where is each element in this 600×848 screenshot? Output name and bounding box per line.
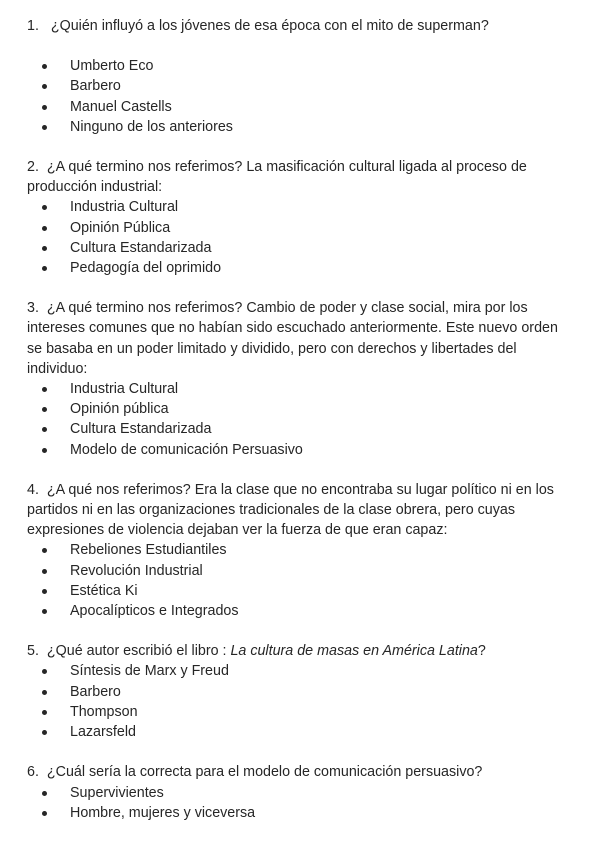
question-3 (27, 298, 576, 460)
option-label: Cultura Estandarizada (70, 239, 212, 256)
option-label: Thompson (70, 703, 138, 720)
question-2-number: 2. (27, 159, 39, 176)
question-6-text: ¿Cuál sería la correcta para el modelo de comunicación persuasivo? (46, 764, 483, 781)
option-label: Pedagogía del oprimido (70, 260, 222, 277)
list-item (27, 117, 576, 137)
question-5-text-after: ? (477, 643, 486, 660)
question-6-prompt (27, 762, 576, 782)
option-label: Apocalípticos e Integrados (70, 603, 239, 620)
question-4 (27, 480, 576, 621)
question-5 (27, 641, 576, 742)
question-6 (27, 762, 576, 823)
option-label: Hombre, mujeres y viceversa (70, 804, 256, 821)
bullet-icon (42, 125, 47, 130)
question-6-options (27, 783, 576, 823)
question-5-number: 5. (27, 643, 39, 660)
bullet-icon (42, 730, 47, 735)
book-title: La cultura de masas en América Latina (230, 643, 478, 660)
option-label: Industria Cultural (70, 199, 179, 216)
option-label: Lazarsfeld (70, 724, 136, 741)
bullet-icon (42, 589, 47, 594)
question-1-text: ¿Quién influyó a los jóvenes de esa época con el mito de superman? (50, 18, 489, 34)
question-3-options (27, 379, 576, 460)
option-label: Estética Ki (70, 582, 138, 599)
option-label: Manuel Castells (70, 98, 172, 115)
list-item (27, 803, 576, 823)
list-item (27, 56, 576, 76)
bullet-icon (42, 266, 47, 271)
option-label: Opinión Pública (70, 219, 171, 236)
option-label: Barbero (70, 78, 121, 95)
bullet-icon (42, 448, 47, 453)
question-3-number: 3. (27, 300, 39, 317)
bullet-icon (42, 105, 47, 110)
list-item (27, 399, 576, 419)
list-item (27, 783, 576, 803)
question-5-options (27, 661, 576, 742)
option-label: Modelo de comunicación Persuasivo (70, 441, 303, 458)
option-label: Ninguno de los anteriores (70, 118, 233, 135)
list-item (27, 218, 576, 238)
option-label: Cultura Estandarizada (70, 421, 212, 438)
list-item (27, 682, 576, 702)
question-2-text: ¿A qué termino nos referimos? La masificación cultural ligada al proceso de producción industrial: (27, 159, 527, 196)
list-item (27, 419, 576, 439)
list-item (27, 722, 576, 742)
option-label: Rebeliones Estudiantiles (70, 542, 227, 559)
question-4-options (27, 540, 576, 621)
bullet-icon (42, 811, 47, 816)
option-label: Síntesis de Marx y Freud (70, 663, 229, 680)
question-5-text-before: ¿Qué autor escribió el libro : (46, 643, 231, 660)
bullet-icon (42, 246, 47, 251)
question-2-options (27, 197, 576, 278)
option-label: Supervivientes (70, 784, 164, 801)
option-label: Industria Cultural (70, 381, 179, 398)
bullet-icon (42, 609, 47, 614)
question-4-number: 4. (27, 481, 39, 498)
bullet-icon (42, 407, 47, 412)
question-1-prompt (27, 16, 576, 36)
question-6-number: 6. (27, 764, 39, 781)
bullet-icon (42, 690, 47, 695)
bullet-icon (42, 84, 47, 89)
bullet-icon (42, 548, 47, 553)
bullet-icon (42, 205, 47, 210)
question-4-prompt (27, 480, 576, 541)
bullet-icon (42, 669, 47, 674)
question-3-text: ¿A qué termino nos referimos? Cambio de poder y clase social, mira por los intereses comunes que no habían sido escuchado anteriormente. Este nuevo orden se basaba en un poder limitado y dividido, pero con derechos y libertades del individuo: (27, 300, 558, 377)
list-item (27, 661, 576, 681)
list-item (27, 581, 576, 601)
option-label: Barbero (70, 683, 121, 700)
bullet-icon (42, 226, 47, 231)
list-item (27, 379, 576, 399)
bullet-icon (42, 569, 47, 574)
list-item (27, 197, 576, 217)
list-item (27, 702, 576, 722)
bullet-icon (42, 64, 47, 69)
bullet-icon (42, 427, 47, 432)
question-4-text: ¿A qué nos referimos? Era la clase que no encontraba su lugar político ni en los partidos ni en las organizaciones tradicionales de la clase obrera, pero cuyas expresiones de violencia dejaban ver la fuerza de que eran capaz: (27, 481, 554, 539)
list-item (27, 76, 576, 96)
list-item (27, 97, 576, 117)
question-1 (27, 16, 576, 137)
question-3-prompt (27, 298, 576, 379)
question-2 (27, 157, 576, 278)
bullet-icon (42, 710, 47, 715)
list-item (27, 540, 576, 560)
list-item (27, 561, 576, 581)
question-1-number: 1. (27, 18, 39, 34)
bullet-icon (42, 387, 47, 392)
question-1-options (27, 56, 576, 137)
option-label: Revolución Industrial (70, 562, 203, 579)
list-item (27, 238, 576, 258)
question-2-prompt (27, 157, 576, 197)
question-5-prompt (27, 641, 576, 661)
option-label: Opinión pública (70, 401, 169, 418)
bullet-icon (42, 791, 47, 796)
list-item (27, 258, 576, 278)
list-item (27, 440, 576, 460)
option-label: Umberto Eco (70, 58, 154, 75)
list-item (27, 601, 576, 621)
